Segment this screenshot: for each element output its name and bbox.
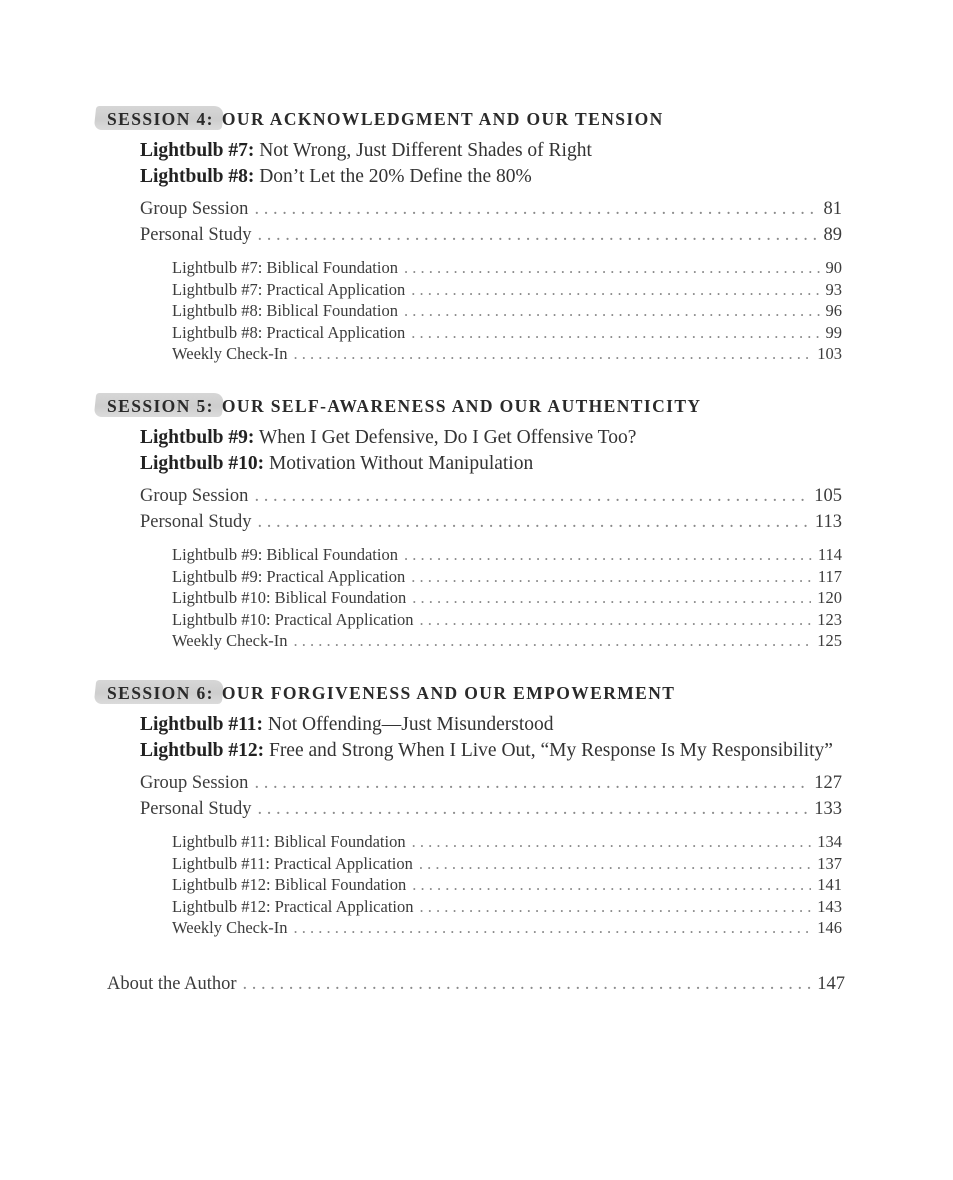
lightbulb-line: Lightbulb #12: Free and Strong When I Live Out, “My Response Is My Responsibility” bbox=[140, 740, 833, 761]
lightbulb-line: Lightbulb #9: When I Get Defensive, Do I Get Offensive Too? bbox=[140, 427, 637, 448]
toc-subentry[interactable]: Weekly Check-In . . . 146 bbox=[172, 918, 842, 938]
lightbulb-line: Lightbulb #7: Not Wrong, Just Different Shades of Right bbox=[140, 140, 592, 161]
toc-subentry[interactable]: Lightbulb #11: Practical Application . . . 137 bbox=[172, 854, 842, 874]
toc-entry-group-session[interactable]: Group Session . . . 105 bbox=[140, 486, 842, 507]
session-title: SESSION 4: OUR ACKNOWLEDGMENT AND OUR TENSION bbox=[107, 109, 664, 129]
toc-subentry[interactable]: Lightbulb #7: Biblical Foundation . . . 90 bbox=[172, 258, 842, 278]
session-heading bbox=[0, 674, 953, 708]
toc-entry-group-session[interactable]: Group Session . . . 127 bbox=[140, 773, 842, 794]
toc-subentry[interactable]: Lightbulb #8: Practical Application . . . 99 bbox=[172, 323, 842, 343]
toc-subentry[interactable]: Lightbulb #10: Biblical Foundation . . . 120 bbox=[172, 588, 842, 608]
toc-subentry[interactable]: Lightbulb #9: Practical Application . . . 117 bbox=[172, 567, 842, 587]
lightbulb-line: Lightbulb #11: Not Offending—Just Misunderstood bbox=[140, 714, 554, 735]
toc-subentry[interactable]: Lightbulb #7: Practical Application . . . 93 bbox=[172, 280, 842, 300]
toc-entry-personal-study[interactable]: Personal Study . . . 89 bbox=[140, 225, 842, 246]
toc-subentry[interactable]: Lightbulb #8: Biblical Foundation . . . 96 bbox=[172, 301, 842, 321]
toc-entry-about-author[interactable]: About the Author . . . 147 bbox=[107, 974, 845, 995]
toc-subentry[interactable]: Lightbulb #12: Practical Application . . . 143 bbox=[172, 897, 842, 917]
toc-subentry[interactable]: Lightbulb #11: Biblical Foundation . . . 134 bbox=[172, 832, 842, 852]
toc-subentry[interactable]: Lightbulb #10: Practical Application . . . 123 bbox=[172, 610, 842, 630]
session-heading bbox=[0, 100, 953, 134]
toc-entry-personal-study[interactable]: Personal Study . . . 113 bbox=[140, 512, 842, 533]
session-title: SESSION 5: OUR SELF-AWARENESS AND OUR AUTHENTICITY bbox=[107, 396, 702, 416]
toc-subentry[interactable]: Lightbulb #9: Biblical Foundation . . . 114 bbox=[172, 545, 842, 565]
session-heading bbox=[0, 387, 953, 421]
session-title: SESSION 6: OUR FORGIVENESS AND OUR EMPOWERMENT bbox=[107, 683, 676, 703]
session-5 bbox=[0, 387, 953, 650]
toc-entry-group-session[interactable]: Group Session . . . 81 bbox=[140, 199, 842, 220]
lightbulb-line: Lightbulb #8: Don’t Let the 20% Define the 80% bbox=[140, 166, 532, 187]
session-4 bbox=[0, 100, 953, 363]
toc-subentry[interactable]: Weekly Check-In . . . 103 bbox=[172, 344, 842, 364]
session-6 bbox=[0, 674, 953, 937]
toc-entry-personal-study[interactable]: Personal Study . . . 133 bbox=[140, 799, 842, 820]
toc-subentry[interactable]: Weekly Check-In . . . 125 bbox=[172, 631, 842, 651]
toc-subentry[interactable]: Lightbulb #12: Biblical Foundation . . . 141 bbox=[172, 875, 842, 895]
lightbulb-line: Lightbulb #10: Motivation Without Manipulation bbox=[140, 453, 534, 474]
